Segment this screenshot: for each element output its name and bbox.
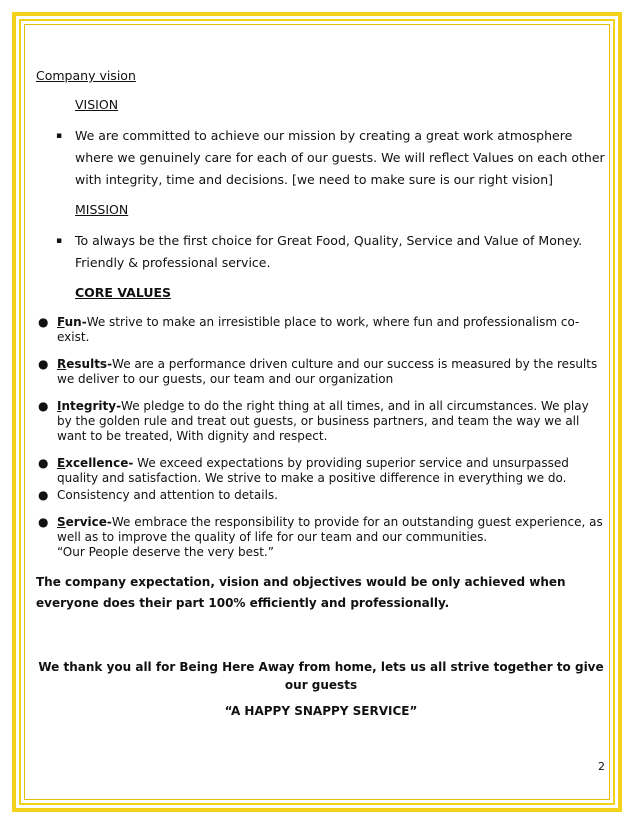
square-bullet-icon: ▪ (56, 236, 63, 246)
value-text: We embrace the responsibility to provide for an outstanding guest experience, as well as to improve the quality of life for our team and our communities. (57, 515, 603, 544)
value-text: Consistency and attention to details. (57, 488, 278, 502)
expectation-statement: The company expectation, vision and objectives would be only achieved when everyone does their part 100% efficiently and professionally. (36, 575, 566, 610)
vision-heading: VISION (75, 97, 119, 112)
value-item-integrity (36, 399, 606, 444)
vision-text: We are committed to achieve our mission by creating a great work atmosphere where we genuinely care for each of our guests. We will reflect Values on each other with integrity, time and decisions. [we need to make sure is our right vision] (75, 128, 605, 187)
slogan: “A HAPPY SNAPPY SERVICE” (224, 704, 418, 718)
value-text: We pledge to do the right thing at all times, and in all circumstances. We play by the golden rule and treat out guests, or business partners, and team the way we all want to be treated, With dignity and respect. (57, 399, 589, 443)
mission-heading: MISSION (75, 202, 129, 217)
value-text: We exceed expectations by providing superior service and unsurpassed quality and satisfaction. We strive to make a positive difference in everything we do. (57, 456, 569, 485)
vision-item (36, 125, 606, 191)
mission-item (36, 230, 606, 274)
value-initial: F (57, 315, 65, 329)
page-number: 2 (598, 760, 605, 773)
value-keyword: ntegrity- (61, 399, 122, 413)
thanks-message: We thank you all for Being Here Away from home, lets us all strive together to give our guests (38, 660, 604, 692)
value-item-results (36, 357, 606, 387)
value-item-fun (36, 315, 606, 345)
mission-text: To always be the first choice for Great Food, Quality, Service and Value of Money. Friendly & professional service. (75, 233, 583, 270)
value-text: We are a performance driven culture and our success is measured by the results we deliver to our guests, our team and our organization (57, 357, 598, 386)
value-keyword: esults- (66, 357, 113, 371)
bullet-icon: ● (38, 399, 49, 413)
bullet-icon: ● (38, 456, 49, 470)
document-body (36, 67, 606, 614)
square-bullet-icon: ▪ (56, 131, 63, 141)
value-item-excellence (36, 456, 606, 486)
value-initial: E (57, 456, 66, 470)
company-vision-label: Company vision (36, 68, 136, 83)
service-quote: “Our People deserve the very best.” (57, 545, 274, 559)
value-text: We strive to make an irresistible place to work, where fun and professionalism co-exist. (57, 315, 580, 344)
bullet-icon: ● (38, 515, 49, 529)
value-initial: R (57, 357, 67, 371)
value-item-consistency (36, 488, 606, 503)
value-keyword: un- (64, 315, 87, 329)
core-values-heading: CORE VALUES (75, 285, 172, 300)
bullet-icon: ● (38, 488, 49, 502)
value-keyword: xcellence- (65, 456, 134, 470)
value-initial: I (57, 399, 62, 413)
value-item-service (36, 515, 606, 560)
value-keyword: ervice- (65, 515, 112, 529)
value-initial: S (57, 515, 66, 529)
bullet-icon: ● (38, 315, 49, 329)
bullet-icon: ● (38, 357, 49, 371)
